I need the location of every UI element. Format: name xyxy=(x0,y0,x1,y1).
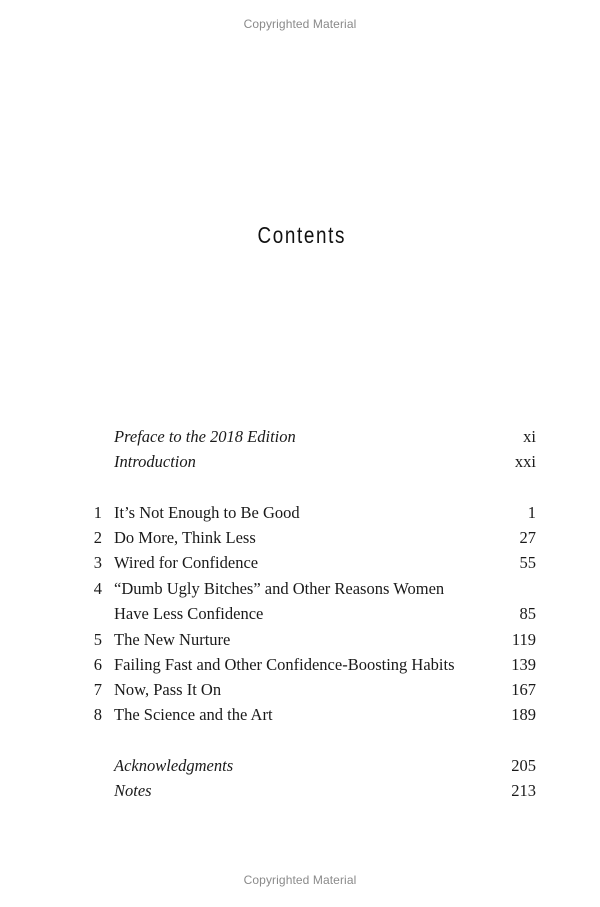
chapter-number: 8 xyxy=(93,705,102,724)
toc-entry-chapter-4-continued[interactable] xyxy=(0,602,600,626)
toc-entry-title: It’s Not Enough to Be Good xyxy=(114,503,300,522)
chapter-number: 4 xyxy=(93,579,102,598)
toc-entry-chapter-3[interactable] xyxy=(0,551,600,575)
page-title: Contents xyxy=(257,222,347,248)
toc-entry-page: xi xyxy=(523,427,536,446)
toc-entry-title: The New Nurture xyxy=(114,630,231,649)
toc-entry-chapter-1[interactable] xyxy=(0,501,600,525)
toc-entry-chapter-7[interactable] xyxy=(0,678,600,702)
chapter-number: 6 xyxy=(93,655,102,674)
toc-entry-chapter-4[interactable] xyxy=(0,577,600,601)
copyright-watermark-top: Copyrighted Material xyxy=(243,17,357,31)
toc-entry-title: Acknowledgments xyxy=(114,756,234,775)
toc-entry-chapter-5[interactable] xyxy=(0,628,600,652)
toc-entry-title-line2: Have Less Confidence xyxy=(114,604,264,623)
toc-entry-title: Wired for Confidence xyxy=(114,553,259,572)
toc-entry-chapter-2[interactable] xyxy=(0,526,600,550)
toc-entry-page: 85 xyxy=(519,604,536,623)
toc-entry-page: 1 xyxy=(527,503,536,522)
toc-entry-title: Notes xyxy=(114,781,152,800)
toc-entry-chapter-8[interactable] xyxy=(0,703,600,727)
toc-entry-page: 27 xyxy=(519,528,536,547)
chapter-number: 2 xyxy=(93,528,102,547)
toc-entry-title: Do More, Think Less xyxy=(114,528,256,547)
toc-entry-chapter-6[interactable] xyxy=(0,653,600,677)
toc-entry-title: Introduction xyxy=(114,452,196,471)
chapter-number: 3 xyxy=(93,553,102,572)
toc-entry-title: Failing Fast and Other Confidence-Boosting Habits xyxy=(114,655,455,674)
toc-entry-page: 205 xyxy=(511,756,536,775)
chapter-number: 7 xyxy=(93,680,102,699)
toc-entry-title: The Science and the Art xyxy=(114,705,273,724)
toc-entry-page: 167 xyxy=(511,680,536,699)
chapter-number: 1 xyxy=(93,503,102,522)
toc-entry-notes[interactable] xyxy=(0,779,600,803)
toc-entry-page: xxi xyxy=(514,452,536,471)
toc-entry-title: Now, Pass It On xyxy=(114,680,222,699)
toc-entry-page: 119 xyxy=(511,630,536,649)
toc-entry-page: 213 xyxy=(511,781,536,800)
toc-entry-page: 189 xyxy=(511,705,536,724)
toc-entry-acknowledgments[interactable] xyxy=(0,754,600,778)
toc-entry-title: “Dumb Ugly Bitches” and Other Reasons Women xyxy=(114,579,445,598)
toc-entry-title: Preface to the 2018 Edition xyxy=(114,427,296,446)
copyright-watermark-bottom: Copyrighted Material xyxy=(243,873,357,887)
toc-entry-introduction[interactable] xyxy=(0,450,600,474)
toc-entry-page: 139 xyxy=(511,655,536,674)
toc-entry-page: 55 xyxy=(519,553,536,572)
chapter-number: 5 xyxy=(93,630,102,649)
toc-entry-preface[interactable] xyxy=(0,425,600,449)
